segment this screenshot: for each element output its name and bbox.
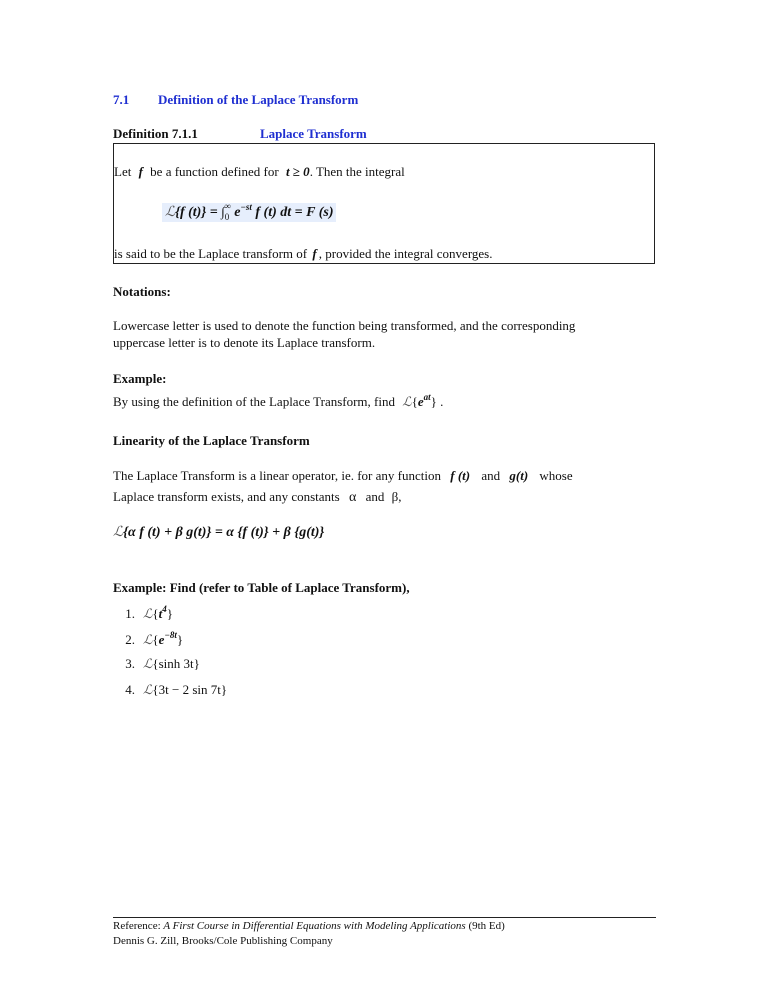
list-item: 3. ℒ{sinh 3t}: [125, 656, 200, 672]
linearity-heading: Linearity of the Laplace Transform: [113, 433, 310, 448]
linearity-formula: ℒ{α f (t) + β g(t)} = α {f (t)} + β {g(t)}: [113, 524, 325, 540]
section-title: Definition of the Laplace Transform: [158, 92, 359, 107]
definition-intro: Let f be a function defined for t ≥ 0. Then the integral: [114, 164, 405, 179]
footer-author: Dennis G. Zill, Brooks/Cole Publishing Company: [113, 935, 333, 947]
example2-heading: Example: Find (refer to Table of Laplace Transform),: [113, 580, 410, 595]
list-item: 4. ℒ{3t − 2 sin 7t}: [125, 682, 228, 698]
notations-heading: Notations:: [113, 284, 171, 299]
example1-heading: Example:: [113, 371, 167, 386]
definition-conclusion: is said to be the Laplace transform of f , provided the integral converges.: [114, 246, 493, 261]
notations-text-2: uppercase letter is to denote its Laplace transform.: [113, 335, 376, 350]
list-item: 1. $ℒ\{t^4\}$: [125, 604, 173, 622]
section-number: 7.1: [113, 92, 130, 107]
notations-text-1: Lowercase letter is used to denote the function being transformed, and the corresponding: [113, 318, 576, 333]
definition-name: Laplace Transform: [260, 126, 367, 141]
footer-divider: [113, 917, 656, 918]
list-item: 2. $ℒ\{e^{-8t}\}$: [125, 630, 184, 648]
definition-label: Definition 7.1.1: [113, 126, 198, 141]
linearity-line2: Laplace transform exists, and any constants α and β,: [113, 489, 402, 505]
footer-reference: Reference: A First Course in Differential Equations with Modeling Applications (9th Ed): [113, 920, 505, 932]
example1-text: By using the definition of the Laplace Transform, find $ℒ\{e^{at}\}$ .: [113, 392, 444, 410]
linearity-line1: The Laplace Transform is a linear operator, ie. for any function f (t) and g(t) whose: [113, 468, 573, 483]
definition-equation: ℒ{f $(t)\} = \int_0^\infty$ $e^{-st}$ f (t) dt = F (s): [162, 201, 336, 222]
